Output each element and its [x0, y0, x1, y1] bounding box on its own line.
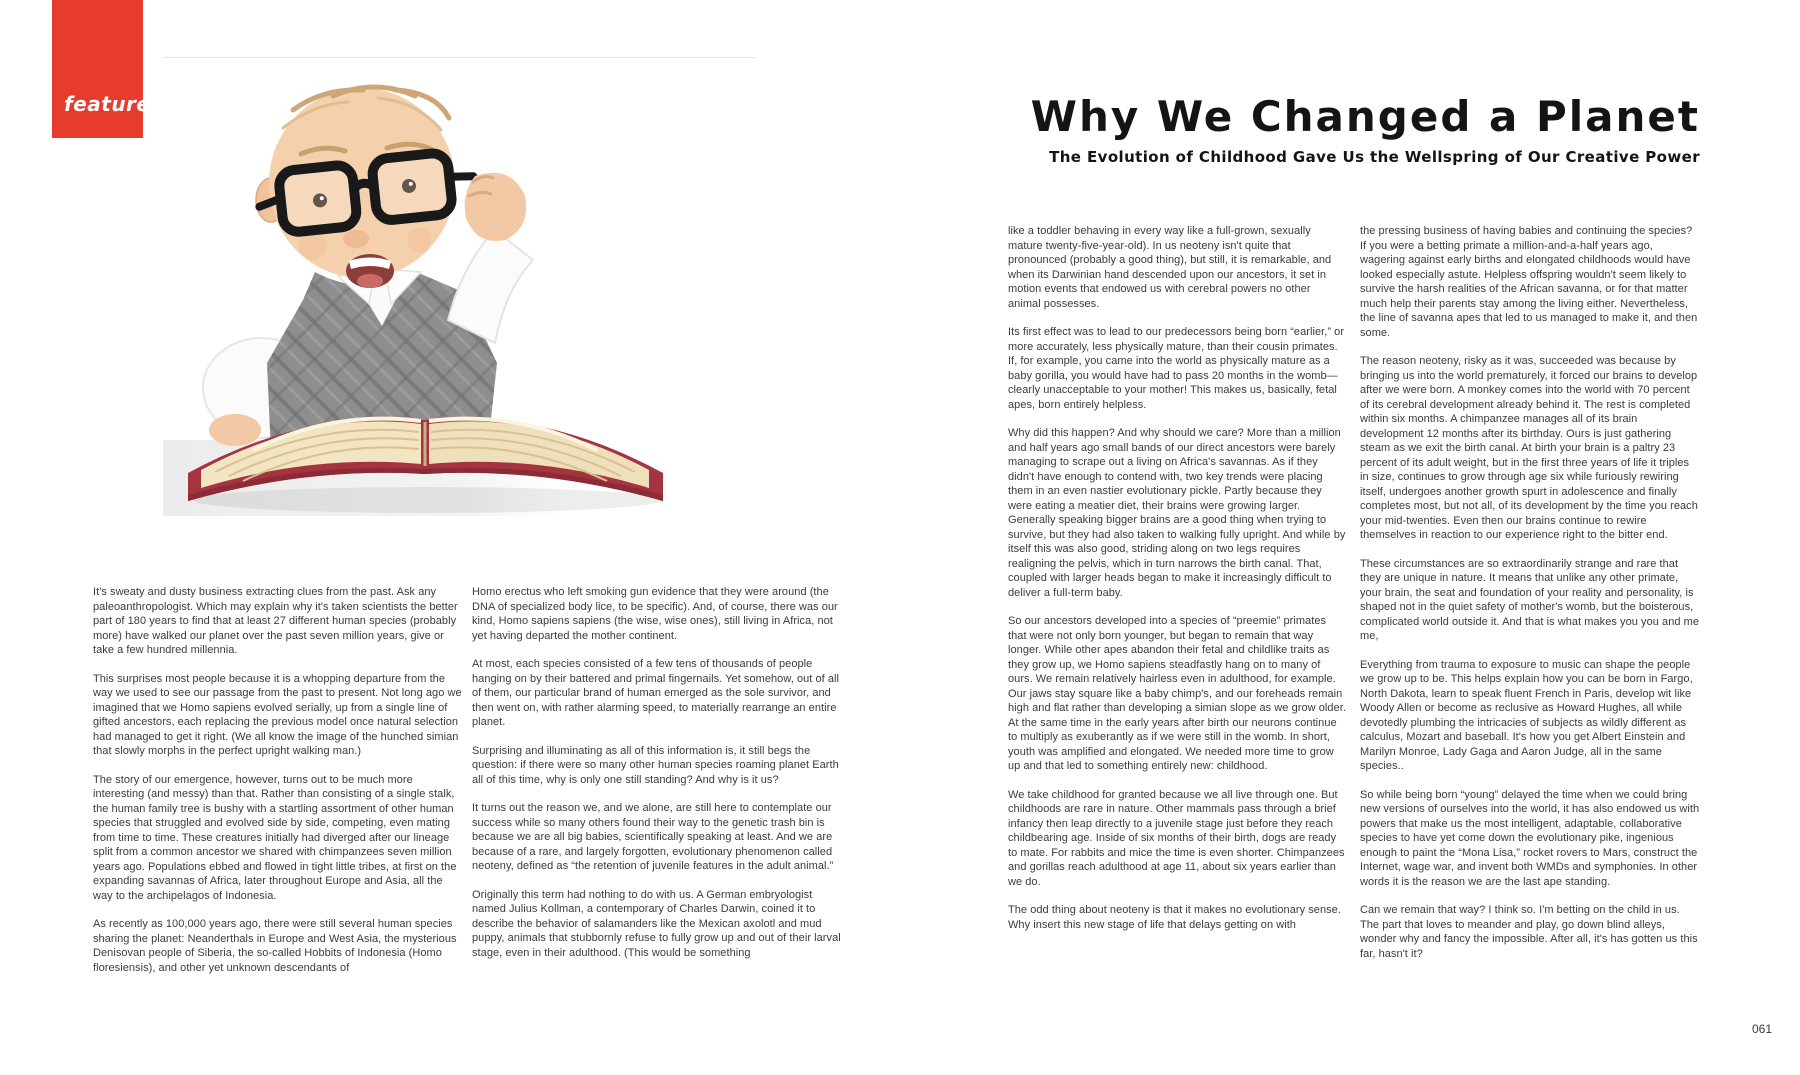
article-subtitle: The Evolution of Childhood Gave Us the Wellspring of Our Creative Power: [1049, 148, 1700, 166]
shirt-sleeve: [448, 230, 533, 343]
right-page-column-2: [1360, 224, 1700, 975]
article-title: Why We Changed a Planet: [1030, 92, 1700, 141]
feature-tab: [52, 0, 151, 138]
paragraph: It's sweaty and dusty business extracting clues from the past. Ask any paleoanthropologist. Which may explain why it's taken scientists the better part of 180 years to find that at least 27 different human species (probably more) have walked our planet over the past seven million years, give or take a few hundred millennia.: [93, 586, 458, 656]
paragraph: Surprising and illuminating as all of this information is, it still begs the question: if there were so many other human species roaming planet Earth all of this time, why is only one still standing? And why is it us?: [472, 744, 839, 786]
paragraph: like a toddler behaving in every way like a full-grown, sexually mature twenty-five-year-old). In us neoteny isn't quite that pronounced (probably a good thing), but still, it is remarkable, and when its Darwinian hand descended upon our ancestors, it set in motion events that endowed us with cerebral powers no other animal possesses.: [1008, 225, 1332, 310]
paragraph: We take childhood for granted because we all live through one. But childhoods are rare in nature. Other mammals pass through a brief infancy then leap directly to a juvenile stage just before they reach childbearing age. Inside of six months of their birth, dogs are ready to mate. For rabbits and mice the time is even shorter. Chimpanzees and gorillas reach adulthood at age 11, about six years earlier than we do.: [1008, 788, 1345, 888]
article-header: [1000, 92, 1700, 166]
page-number: 061: [1751, 1022, 1772, 1036]
baby-photo: [163, 57, 755, 563]
paragraph: At most, each species consisted of a few tens of thousands of people hanging on by their battered and primal fingernails. Yet somehow, out of all of them, our particular brand of human emerged as the sole survivor, and then went on, with rather alarming speed, to materially rearrange an entire planet.: [472, 658, 840, 728]
paragraph: As recently as 100,000 years ago, there were still several human species sharing the planet: Neanderthals in Europe and West Asia, the mysterious Denisovan people of Siberia, the so-called Hobbits of Indonesia (Homo floresiensis), and other yet unknown descendants of: [93, 918, 457, 974]
paragraph: the pressing business of having babies and continuing the species? If you were a betting primate a million-and-a-half years ago, wagering against early births and elongated childhoods would have looked especially astute. Helpless offspring wouldn't seem likely to survive the harsh realities of the African savanna, or for that matter much help their parents stay among the living either. Nevertheless, the line of savanna apes that led to us managed to make it, and then some.: [1360, 225, 1698, 339]
mouth: [346, 254, 394, 288]
paragraph: It turns out the reason we, and we alone, are still here to contemplate our success while so many others found their way to the genetic trash bin is because we are all big babies, scientifically speaking at least. And we are because of a rare, and largely forgotten, evolutionary phenomenon called neoteny, defined as “the retention of juvenile features in the adult animal.”: [472, 802, 834, 872]
paragraph: The reason neoteny, risky as it was, succeeded was because by bringing us into the world prematurely, it forced our brains to develop after we were born. A monkey comes into the world with 70 percent of its cerebral development already behind it. The rest is completed within six months. A chimpanzee manages all of its brain development 12 months after its birthday. Ours is just gathering steam as we exit the birth canal. At birth your brain is a paltry 23 percent of its adult weight, but in the first three years of life it triples in size, continues to grow through age six while furiously rewiring itself, undergoes another growth spurt in adolescence and finally completes most, but not all, of its development by the time you reach your mid-twenties. Even then our brains continue to rewire themselves in reaction to our experience right to the bitter end.: [1360, 355, 1698, 541]
paragraph: The odd thing about neoteny is that it makes no evolutionary sense. Why insert this new stage of life that delays getting on with: [1008, 904, 1341, 931]
paragraph: Its first effect was to lead to our predecessors being born “earlier,” or more accurately, less physically mature, than their cousin primates. If, for example, you came into the world as physically mature as a baby gorilla, you would have had to pass 20 months in the womb—clearly unacceptable to your mother! This makes us, basically, fetal apes, born entirely helpless.: [1008, 326, 1345, 411]
paragraph: Can we remain that way? I think so. I'm betting on the child in us. The part that loves to meander and play, go down blind alleys, wonder why and fancy the impossible. After all, it's has gotten us this far, hasn't it?: [1360, 904, 1698, 960]
paragraph: The story of our emergence, however, turns out to be much more interesting (and messy) than that. Rather than consisting of a single stalk, the human family tree is bushy with a startling assortment of other human species that struggled and evolved side by side, competing, even mating from time to time. These creatures initially had diverged after our lineage split from a common ancestor we shared with chimpanzees seven million years ago. Populations ebbed and flowed in tight little tribes, at first on the expanding savannas of Africa, later throughout Europe and Asia, all the way to the archipelagos of Indonesia.: [93, 773, 457, 902]
paragraph: So while being born “young” delayed the time when we could bring new versions of ourselves into the world, it has also endowed us with powers that make us the most intelligent, adaptable, collaborative species to have yet come down the evolutionary pike, ingenious enough to paint the “Mona Lisa,” rocket rovers to Mars, construct the Internet, wage war, and invent both WMDs and symphonies. In other words it is the reason we are the last ape standing.: [1360, 788, 1700, 888]
paragraph: Everything from trauma to exposure to music can shape the people we grow up to be. This helps explain how you can be born in Fargo, North Dakota, learn to speak fluent French in Paris, develop wit like Woody Allen or become as reclusive as Howard Hughes, all while devotedly plumbing the intricacies of subjects as wildly different as calculus, Mozart and baseball. It's how you get Albert Einstein and Marilyn Monroe, Lady Gaga and Aaron Judge, all in the same species..: [1360, 658, 1693, 772]
paragraph: These circumstances are so extraordinarily strange and rare that they are unique in nature. It means that unlike any other primate, your brain, the seat and foundation of your reality and personality, is shaped not in the quiet safety of mother's womb, but the boisterous, complicated world outside it. And that is what makes you you and me me,: [1360, 557, 1700, 642]
paragraph: Why did this happen? And why should we care? More than a million and half years ago small bands of our direct ancestors were barely managing to scrape out a living on Africa's savannas. As if they didn't have enough to contend with, two key trends were placing them in an even nastier evolutionary pickle. Partly because they were eating a meatier diet, their brains were growing larger. Generally speaking bigger brains are a good thing when trying to survive, but they had also taken to walking fully upright. And while by itself this was also good, striding along on two legs requires realigning the pelvis, which in turn narrows the birth canal. That, coupled with larger heads began to make it increasingly difficult to deliver a full-term baby.: [1008, 427, 1346, 599]
baby-photo-illustration: [163, 58, 755, 563]
right-page-column-1: [1008, 224, 1346, 946]
feature-label: feature: [64, 92, 151, 116]
paragraph: Homo erectus who left smoking gun evidence that they were around (the DNA of specialized body lice, to be specific). And, of course, there was our kind, Homo sapiens sapiens (the wise, wise ones), still living in Africa, not yet having departed the mother continent.: [472, 586, 838, 642]
left-page-column-1: [93, 585, 465, 989]
left-page-column-2: [472, 585, 842, 974]
paragraph: Originally this term had nothing to do with us. A German embryologist named Julius Kollman, a contemporary of Charles Darwin, coined it to describe the behavior of salamanders like the Mexican axolotl and mud puppy, animals that stubbornly refuse to fully grow up and out of their larval stage, even in their adulthood. (This would be something: [472, 888, 841, 959]
paragraph: This surprises most people because it is a whopping departure from the way we used to see our passage from the past to present. Not long ago we imagined that we Homo sapiens evolved serially, up from a single line of gifted ancestors, each replacing the previous model once natural selection had managed to get it right. (We all know the image of the hunched simian that slowly morphs in the perfect upright walking man.): [93, 672, 462, 757]
paragraph: So our ancestors developed into a species of “preemie” primates that were not only born younger, but began to remain that way longer. While other apes abandon their fetal and childlike traits as they grow up, we Homo sapiens steadfastly hang on to many of ours. We remain relatively hairless even in adulthood, for example. Our jaws stay square like a baby chimp's, and our foreheads remain high and flat rather than developing a simian slope as we grow older. At the same time in the early years after birth our neurons continue to multiply as exuberantly as if we were still in the womb. In short, youth was amplified and elongated. We needed more time to grow up and that led to something entirely new: childhood.: [1008, 615, 1346, 772]
